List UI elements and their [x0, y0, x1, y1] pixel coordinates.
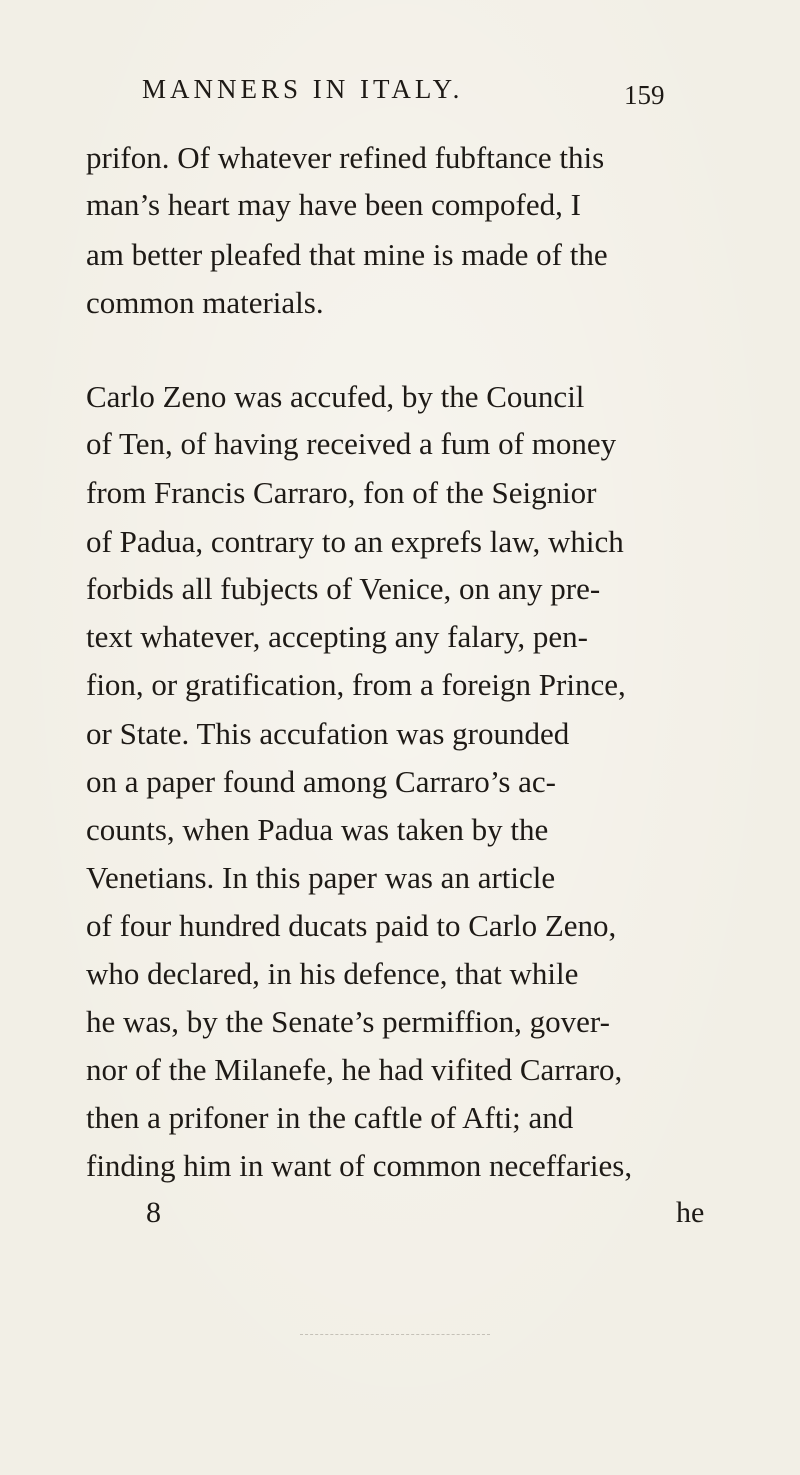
text-line: then a prifoner in the caftle of Afti; and — [86, 1100, 574, 1135]
text-line: of four hundred ducats paid to Carlo Zeno, — [86, 908, 617, 943]
text-line: of Ten, of having received a fum of money — [86, 426, 617, 461]
running-title: MANNERS IN ITALY. — [142, 74, 464, 104]
text-line: from Francis Carraro, fon of the Seignior — [86, 475, 597, 510]
text-line: who declared, in his defence, that while — [86, 956, 579, 991]
text-line: nor of the Milanefe, he had vifited Carraro, — [86, 1052, 623, 1087]
page-number: 159 — [624, 80, 665, 110]
signature-mark: 8 — [146, 1196, 161, 1229]
text-line: common materials. — [86, 285, 324, 320]
text-line: he was, by the Senate’s permiffion, gover- — [86, 1004, 610, 1039]
text-line: am better pleafed that mine is made of the — [86, 237, 608, 272]
text-line: finding him in want of common neceffaries, — [86, 1148, 633, 1183]
text-line: man’s heart may have been compofed, I — [86, 187, 581, 222]
text-line: Venetians. In this paper was an article — [86, 860, 556, 895]
text-line: fion, or gratification, from a foreign Prince, — [86, 667, 626, 702]
catchword: he — [676, 1196, 705, 1229]
text-line: on a paper found among Carraro’s ac- — [86, 764, 556, 799]
text-line: Carlo Zeno was accufed, by the Council — [86, 379, 585, 414]
text-line: or State. This accufation was grounded — [86, 716, 570, 751]
text-line: prifon. Of whatever refined fubftance this — [86, 140, 605, 175]
bottom-rule — [300, 1334, 490, 1335]
text-line: forbids all fubjects of Venice, on any pre- — [86, 571, 601, 606]
text-line: of Padua, contrary to an exprefs law, which — [86, 524, 624, 559]
text-line: counts, when Padua was taken by the — [86, 812, 549, 847]
text-line: text whatever, accepting any falary, pen- — [86, 619, 588, 654]
